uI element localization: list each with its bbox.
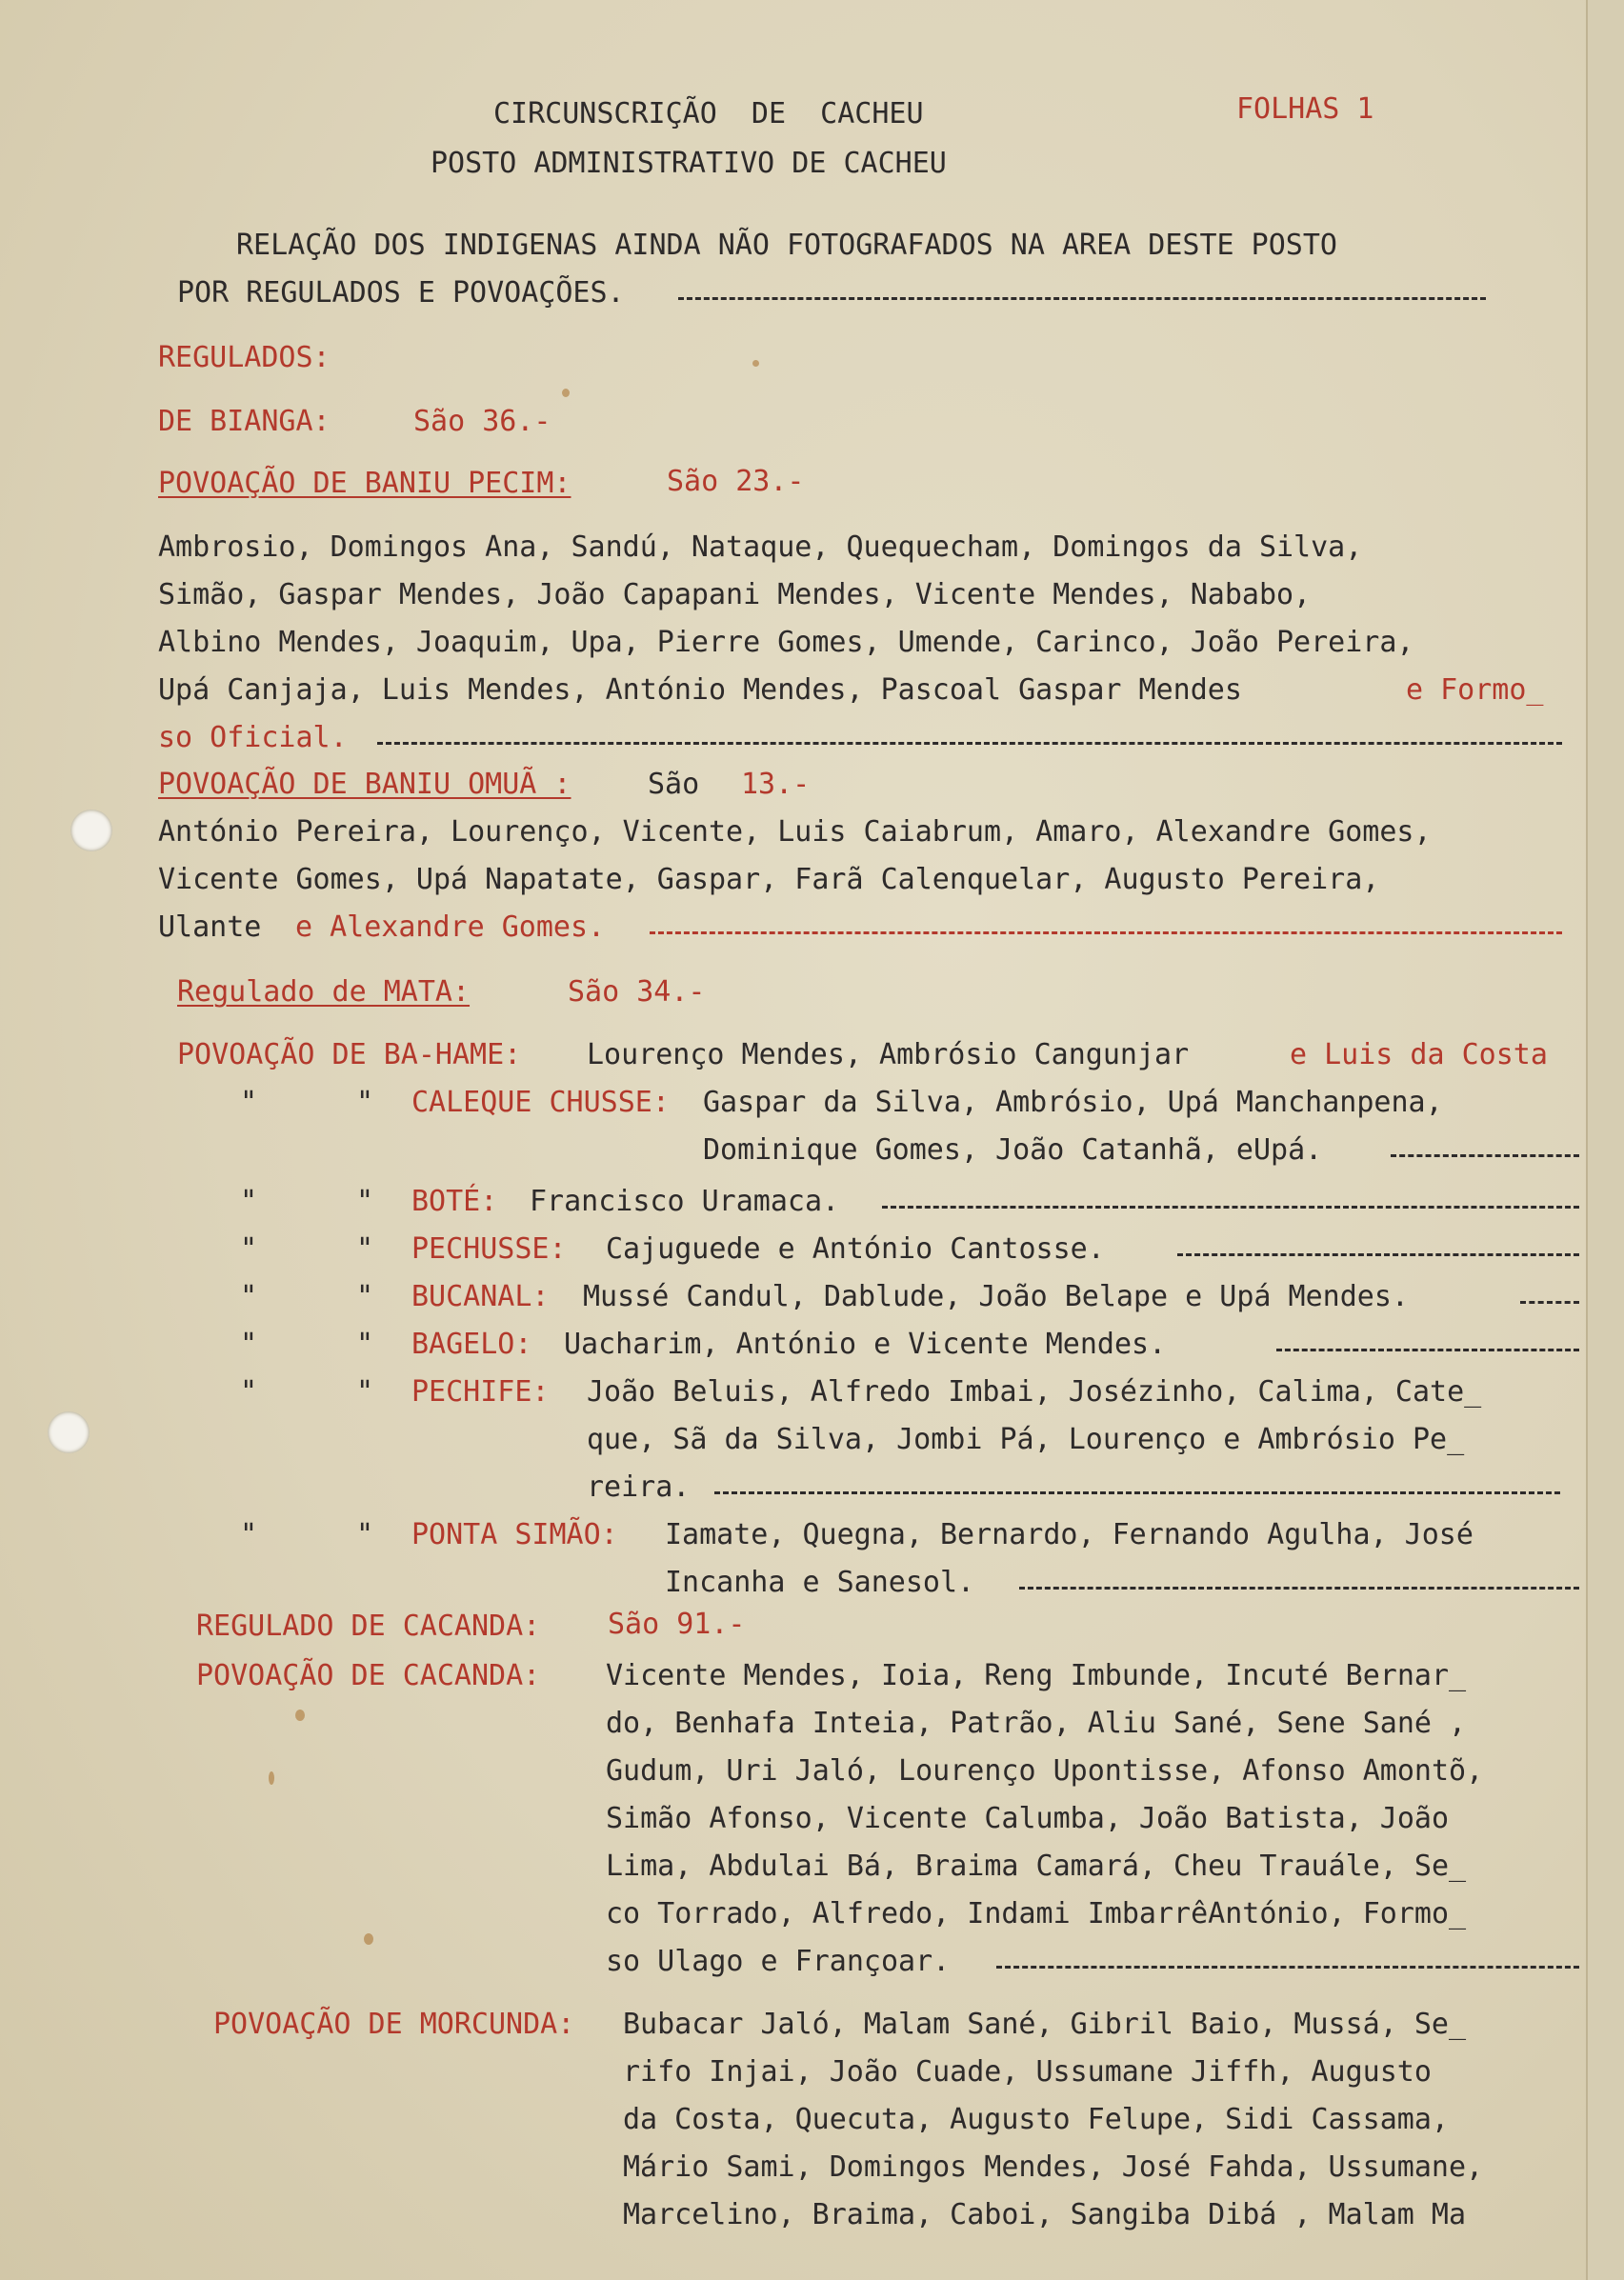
- pov-bucanal-label: BUCANAL:: [411, 1280, 550, 1313]
- mata-label: Regulado de MATA:: [177, 975, 471, 1009]
- cacanda-label: REGULADO DE CACANDA:: [196, 1610, 541, 1643]
- header-circunscricao: CIRCUNSCRIÇÃO DE CACHEU: [493, 97, 924, 130]
- intro-line-1: RELAÇÃO DOS INDIGENAS AINDA NÃO FOTOGRAFADOS NA AREA DESTE POSTO: [236, 229, 1337, 262]
- cacanda-line-1: Vicente Mendes, Ioia, Reng Imbunde, Incuté Bernar_: [606, 1659, 1467, 1692]
- caleque-line-2: Dominique Gomes, João Catanhã, eUpá.: [703, 1133, 1323, 1167]
- baniu-pecim-line-4-end: e Formo_: [1406, 673, 1544, 707]
- stain: [295, 1710, 305, 1721]
- bote-line-1: Francisco Uramaca.: [530, 1185, 840, 1218]
- baniu-pecim-line-3: Albino Mendes, Joaquim, Upa, Pierre Gomes, Umende, Carinco, João Pereira,: [158, 626, 1414, 659]
- ditto-mark: ": [356, 1280, 374, 1313]
- dash-leader: [678, 297, 1486, 300]
- pov-baniu-pecim-count: São 23.-: [667, 465, 805, 498]
- dash-leader: [1391, 1154, 1579, 1157]
- morcunda-line-3: da Costa, Quecuta, Augusto Felupe, Sidi Cassama,: [623, 2103, 1449, 2136]
- ditto-mark: ": [356, 1185, 374, 1218]
- ditto-mark: ": [240, 1328, 258, 1361]
- cacanda-line-5: Lima, Abdulai Bá, Braima Camará, Cheu Trauále, Se_: [606, 1850, 1467, 1883]
- baniu-omua-line-1: António Pereira, Lourenço, Vicente, Luis Caiabrum, Amaro, Alexandre Gomes,: [158, 815, 1432, 849]
- pechife-line-1: João Beluis, Alfredo Imbai, Josézinho, Calima, Cate_: [587, 1375, 1482, 1409]
- caleque-line-1: Gaspar da Silva, Ambrósio, Upá Manchanpena,: [703, 1086, 1443, 1119]
- dash-leader: [650, 931, 1562, 934]
- pov-pechife-label: PECHIFE:: [411, 1375, 550, 1409]
- cacanda-line-6: co Torrado, Alfredo, Indami ImbarrêAntónio, Formo_: [606, 1897, 1467, 1930]
- ponta-simao-line-2: Incanha e Sanesol.: [665, 1566, 975, 1599]
- baniu-omua-line-3-start: Ulante: [158, 910, 262, 944]
- stain: [269, 1771, 274, 1785]
- pechife-line-3: reira.: [587, 1470, 691, 1504]
- dash-leader: [1177, 1253, 1579, 1256]
- morcunda-line-1: Bubacar Jaló, Malam Sané, Gibril Baio, Mussá, Se_: [623, 2008, 1467, 2041]
- baniu-pecim-line-5: so Oficial.: [158, 721, 348, 754]
- morcunda-line-4: Mário Sami, Domingos Mendes, José Fahda, Ussumane,: [623, 2150, 1484, 2184]
- dash-leader: [882, 1206, 1579, 1209]
- baniu-pecim-line-4: Upá Canjaja, Luis Mendes, António Mendes, Pascoal Gaspar Mendes: [158, 673, 1242, 707]
- cacanda-count: São 91.-: [608, 1608, 746, 1641]
- regulados-label: REGULADOS:: [158, 341, 331, 374]
- stain: [364, 1933, 373, 1945]
- pov-baniu-omua-count-b: 13.-: [741, 768, 811, 801]
- folhas-label: FOLHAS 1: [1236, 92, 1374, 126]
- dash-leader: [996, 1966, 1579, 1969]
- cacanda-line-4: Simão Afonso, Vicente Calumba, João Batista, João: [606, 1802, 1450, 1835]
- morcunda-line-5: Marcelino, Braima, Caboi, Sangiba Dibá , Malam Ma: [623, 2198, 1467, 2231]
- ditto-mark: ": [240, 1086, 258, 1119]
- bianga-count: São 36.-: [413, 405, 551, 438]
- header-posto: POSTO ADMINISTRATIVO DE CACHEU: [431, 147, 947, 180]
- pov-caleque-label: CALEQUE CHUSSE:: [411, 1086, 670, 1119]
- dash-leader: [1520, 1301, 1579, 1304]
- baniu-omua-line-3-end: e Alexandre Gomes.: [295, 910, 606, 944]
- baniu-pecim-line-1: Ambrosio, Domingos Ana, Sandú, Nataque, Quequecham, Domingos da Silva,: [158, 530, 1363, 564]
- dash-leader: [714, 1491, 1560, 1494]
- pov-ponta-simao-label: PONTA SIMÃO:: [411, 1518, 618, 1551]
- pov-bahame-label: POVOAÇÃO DE BA-HAME:: [177, 1038, 522, 1071]
- bahame-text-end: e Luis da Costa: [1290, 1038, 1548, 1071]
- bahame-text: Lourenço Mendes, Ambrósio Cangunjar: [587, 1038, 1190, 1071]
- stain: [562, 389, 570, 397]
- ditto-mark: ": [240, 1280, 258, 1313]
- pov-bagelo-label: BAGELO:: [411, 1328, 532, 1361]
- ditto-mark: ": [356, 1375, 374, 1409]
- bianga-label: DE BIANGA:: [158, 405, 331, 438]
- pov-morcunda-label: POVOAÇÃO DE MORCUNDA:: [213, 2008, 575, 2041]
- ditto-mark: ": [240, 1375, 258, 1409]
- stain: [752, 360, 759, 367]
- dash-leader: [1276, 1349, 1579, 1351]
- ditto-mark: ": [356, 1232, 374, 1266]
- pechusse-line-1: Cajuguede e António Cantosse.: [606, 1232, 1105, 1266]
- pechife-line-2: que, Sã da Silva, Jombi Pá, Lourenço e Ambrósio Pe_: [587, 1423, 1465, 1456]
- mata-count: São 34.-: [568, 975, 706, 1009]
- dash-leader: [1019, 1587, 1579, 1590]
- pov-pechusse-label: PECHUSSE:: [411, 1232, 567, 1266]
- ditto-mark: ": [356, 1086, 374, 1119]
- pov-bote-label: BOTÉ:: [411, 1185, 498, 1218]
- punch-hole-bottom: [48, 1411, 90, 1453]
- ditto-mark: ": [356, 1328, 374, 1361]
- intro-line-2: POR REGULADOS E POVOAÇÕES.: [177, 276, 625, 310]
- ditto-mark: ": [240, 1518, 258, 1551]
- cacanda-line-2: do, Benhafa Inteia, Patrão, Aliu Sané, Sene Sané ,: [606, 1707, 1467, 1740]
- ponta-simao-line-1: Iamate, Quegna, Bernardo, Fernando Agulha, José: [665, 1518, 1474, 1551]
- ditto-mark: ": [356, 1518, 374, 1551]
- bucanal-line-1: Mussé Candul, Dablude, João Belape e Upá Mendes.: [583, 1280, 1409, 1313]
- cacanda-line-3: Gudum, Uri Jaló, Lourenço Upontisse, Afonso Amontõ,: [606, 1754, 1484, 1788]
- ditto-mark: ": [240, 1185, 258, 1218]
- pov-cacanda-label: POVOAÇÃO DE CACANDA:: [196, 1659, 541, 1692]
- pov-baniu-omua-label: POVOAÇÃO DE BANIU OMUÃ :: [158, 768, 571, 801]
- pov-baniu-pecim-label: POVOAÇÃO DE BANIU PECIM:: [158, 467, 571, 500]
- baniu-omua-line-2: Vicente Gomes, Upá Napatate, Gaspar, Farã Calenquelar, Augusto Pereira,: [158, 863, 1380, 896]
- ditto-mark: ": [240, 1232, 258, 1266]
- cacanda-line-7: so Ulago e Françoar.: [606, 1945, 951, 1978]
- punch-hole-top: [70, 810, 112, 851]
- pov-baniu-omua-count-a: São: [648, 768, 700, 801]
- bagelo-line-1: Uacharim, António e Vicente Mendes.: [564, 1328, 1167, 1361]
- dash-leader: [377, 742, 1562, 745]
- baniu-pecim-line-2: Simão, Gaspar Mendes, João Capapani Mendes, Vicente Mendes, Nababo,: [158, 578, 1312, 611]
- morcunda-line-2: rifo Injai, João Cuade, Ussumane Jiffh, Augusto: [623, 2055, 1432, 2089]
